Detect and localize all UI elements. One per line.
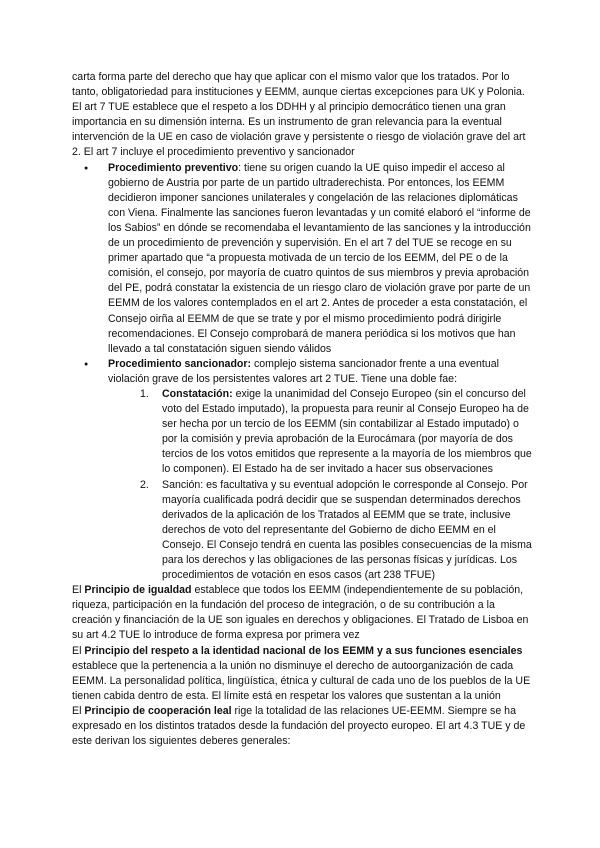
list-item-sanctioning — [108, 357, 532, 583]
national-identity-text: establece que la pertenencia a la unión no disminuye el derecho de autoorganización de cada EEMM. La personalidad política, lingüística, étnica y cultural de cada uno de los pueblos de la UE tienen cabida dentro de esta. El límite está en respetar los valores que sustentan a la unión — [72, 659, 531, 702]
item-number: 1. — [140, 387, 149, 400]
sancion-text: Sanción: es facultativa y su eventual adopción le corresponde al Consejo. Por mayoría cualificada podrá decidir que se suspendan determinados derechos derivados de la aplicación de los Tratados al EEMM que se trate, inclusive derechos de voto del representante del Gobierno de dicho EEMM en el Consejo. El Consejo tendrá en cuenta las posibles consecuencias de la misma para los derechos y las obligaciones de las personas físicas y jurídicas. Los procedimientos de votación en esos casos (art 238 TFUE) — [162, 478, 532, 582]
national-identity-title: Principio del respeto a la identidad nacional de los EEMM y a sus funciones esenciales — [84, 644, 523, 657]
loyal-cooperation-title: Principio de cooperación leal — [84, 704, 232, 717]
national-identity-paragraph — [72, 644, 532, 704]
preventive-title: Procedimiento preventivo — [108, 161, 239, 174]
constatacion-title: Constatación: — [162, 387, 233, 400]
equality-text: establece que todos los EEMM (independientemente de su población, riqueza, participación en la fundación del proceso de integración, o de su contribución a la creación y financiación de la UE son iguales en derechos y obligaciones. El Tratado de Lisboa en su art 4.2 TUE lo introduce de forma expresa por primera vez — [72, 584, 529, 642]
list-item-constatacion — [140, 387, 532, 478]
document-page — [72, 70, 532, 749]
loyal-cooperation-paragraph — [72, 704, 532, 749]
paragraph-prefix: El — [72, 584, 85, 597]
loyal-cooperation-text: rige la totalidad de las relaciones UE-EEMM. Siempre se ha expresado en los distintos tratados desde la fundación del proyecto europeo. El art 4.3 TUE y de este derivan los siguientes deberes generales: — [72, 704, 526, 748]
paragraph-prefix: El — [72, 644, 85, 657]
list-item-sancion — [140, 478, 532, 584]
sanctioning-text: complejo sistema sancionador frente a una eventual violación grave de los persistentes valores art 2 TUE. Tiene una doble fae: — [108, 357, 499, 385]
item-number: 2. — [140, 478, 149, 491]
procedure-list — [72, 161, 532, 584]
paragraph-prefix: El — [72, 704, 85, 717]
constatacion-text: exige la unanimidad del Consejo Europeo (sin el concurso del voto del Estado imputado), la propuesta para reunir al Consejo Europeo ha de ser hecha por un tercio de los EEMM (sin contabilizar al Estado imputado) o por la comisión y previa aprobación de la Eurocámara (por mayoría de dos tercios de los votos emitidos que represente a la mayoría de los miembros que lo componen). El Estado ha de ser invitado a hacer sus observaciones — [162, 387, 532, 476]
intro-paragraph: carta forma parte del derecho que hay que aplicar con el mismo valor que los tratados. Por lo tanto, obligatoriedad para instituciones y EEMM, aunque ciertas excepciones para UK y Polonia. El art 7 TUE establece que el respeto a los DDHH y al principio democrático tienen una gran importancia en su dimensión interna. Es un instrumento de gran relevancia para la eventual intervención de la UE en caso de violación grave y persistente o riesgo de violación grave del art 2. El art 7 incluye el procedimiento preventivo y sancionador — [72, 71, 526, 159]
equality-title: Principio de igualdad — [84, 584, 192, 597]
sanctioning-title: Procedimiento sancionador: — [108, 357, 252, 370]
sanction-phases-list — [108, 387, 532, 583]
preventive-text: : tiene su origen cuando la UE quiso impedir el acceso al gobierno de Austria por parte de un partido ultraderechista. Por entonces, los EEMM decidieron imponer sanciones unilaterales y congelación de las relaciones diplomáticas con Viena. Finalmente las sanciones fueron levantadas y un comité elaboró el “informe de los Sabios” en dónde se recomendaba el levantamiento de las sanciones y la introducción de un procedimiento de prevención y supervisión. En el art 7 del TUE se recoge en su primer apartado que “a propuesta motivada de un tercio de los EEMM, del PE o de la comisión, el consejo, por mayoría de cuatro quintos de sus miembros y previa aprobación del PE, podrá constatar la existencia de un riesgo claro de violación grave por parte de un EEMM de los valores contemplados en el art 2. Antes de proceder a esta constatación, el Consejo oirña al EEMM de que se trate y por el mismo procedimiento podrá dirigirle recomendaciones. El Consejo comprobará de manera periódica si los motivos que han llevado a tal constatación siguen siendo válidos — [108, 161, 531, 355]
list-item-preventive — [108, 161, 532, 357]
equality-paragraph — [72, 583, 532, 643]
